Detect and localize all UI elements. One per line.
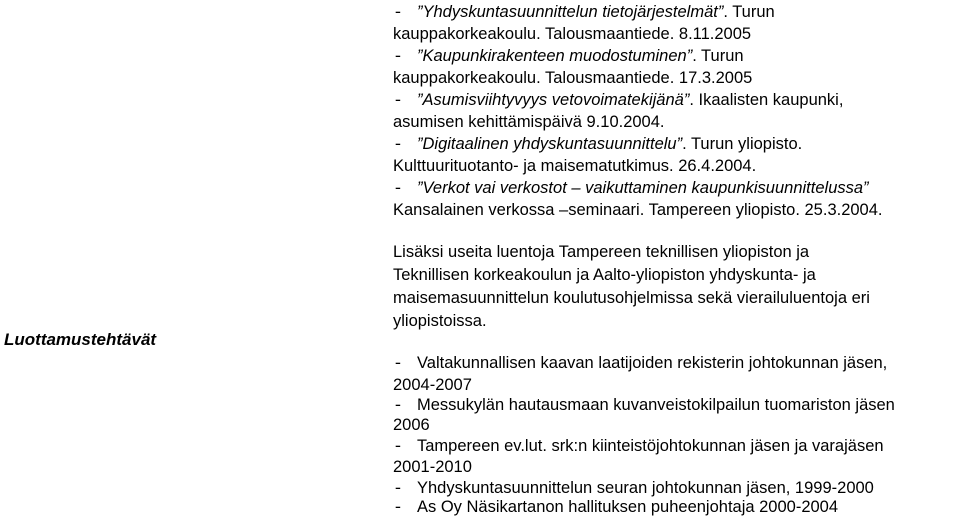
presentation-item	[393, 1, 775, 24]
list-dash: -	[393, 479, 403, 498]
position-item: - As Oy Näsikartanon hallituksen puheenjohtaja 2000-2004	[393, 498, 839, 517]
presentation-item	[393, 45, 744, 68]
presentation-item-continued: kauppakorkeakoulu. Talousmaantiede. 17.3.2005	[393, 69, 753, 87]
presentation-item	[393, 177, 869, 200]
presentation-title: ”Yhdyskuntasuunnittelun tietojärjestelmät”	[417, 3, 724, 21]
list-dash: -	[393, 179, 403, 198]
presentation-item-continued: Kulttuurituotanto- ja maisematutkimus. 26.4.2004.	[393, 157, 757, 175]
list-dash: -	[393, 135, 403, 154]
list-dash: -	[393, 47, 403, 66]
presentation-details: . Ikaalisten kaupunki,	[689, 91, 844, 109]
presentation-title: ”Kaupunkirakenteen muodostuminen”	[417, 47, 693, 65]
presentation-item	[393, 89, 843, 112]
list-dash: -	[393, 396, 403, 415]
position-item-continued: 2001-2010	[393, 458, 472, 476]
lectures-paragraph-line: maisemasuunnittelun koulutusohjelmissa sekä vierailuluentoja eri	[393, 289, 870, 307]
list-dash: -	[393, 91, 403, 110]
position-item-continued: 2006	[393, 416, 430, 434]
lectures-paragraph-line: yliopistoissa.	[393, 312, 487, 330]
presentation-details: . Turun	[723, 3, 775, 21]
position-item-continued: 2004-2007	[393, 376, 472, 394]
position-item: - Yhdyskuntasuunnittelun seuran johtokunnan jäsen, 1999-2000	[393, 479, 874, 498]
presentation-title: ”Digitaalinen yhdyskuntasuunnittelu”	[417, 135, 683, 153]
list-dash: -	[393, 3, 403, 22]
presentation-details: . Turun	[692, 47, 744, 65]
presentation-item-continued: asumisen kehittämispäivä 9.10.2004.	[393, 113, 665, 131]
presentation-item	[393, 133, 802, 156]
list-dash: -	[393, 437, 403, 456]
presentation-item-continued: kauppakorkeakoulu. Talousmaantiede. 8.11.2005	[393, 25, 752, 43]
list-dash: -	[393, 354, 403, 373]
position-item: - Valtakunnallisen kaavan laatijoiden rekisterin johtokunnan jäsen,	[393, 354, 888, 373]
position-item: - Messukylän hautausmaan kuvanveistokilpailun tuomariston jäsen	[393, 396, 895, 415]
presentation-item-continued: Kansalainen verkossa –seminaari. Tampereen yliopisto. 25.3.2004.	[393, 201, 883, 219]
position-item: - Tampereen ev.lut. srk:n kiinteistöjohtokunnan jäsen ja varajäsen	[393, 437, 884, 456]
presentation-title: ”Asumisviihtyvyys vetovoimatekijänä”	[417, 91, 690, 109]
lectures-paragraph-line: Lisäksi useita luentoja Tampereen teknillisen yliopiston ja	[393, 243, 810, 261]
presentation-title: ”Verkot vai verkostot – vaikuttaminen kaupunkisuunnittelussa”	[417, 179, 869, 197]
presentation-details: . Turun yliopisto.	[682, 135, 803, 153]
lectures-paragraph-line: Teknillisen korkeakoulun ja Aalto-yliopiston yhdyskunta- ja	[393, 266, 816, 284]
list-dash: -	[393, 498, 403, 517]
section-heading: Luottamustehtävät	[4, 330, 157, 349]
